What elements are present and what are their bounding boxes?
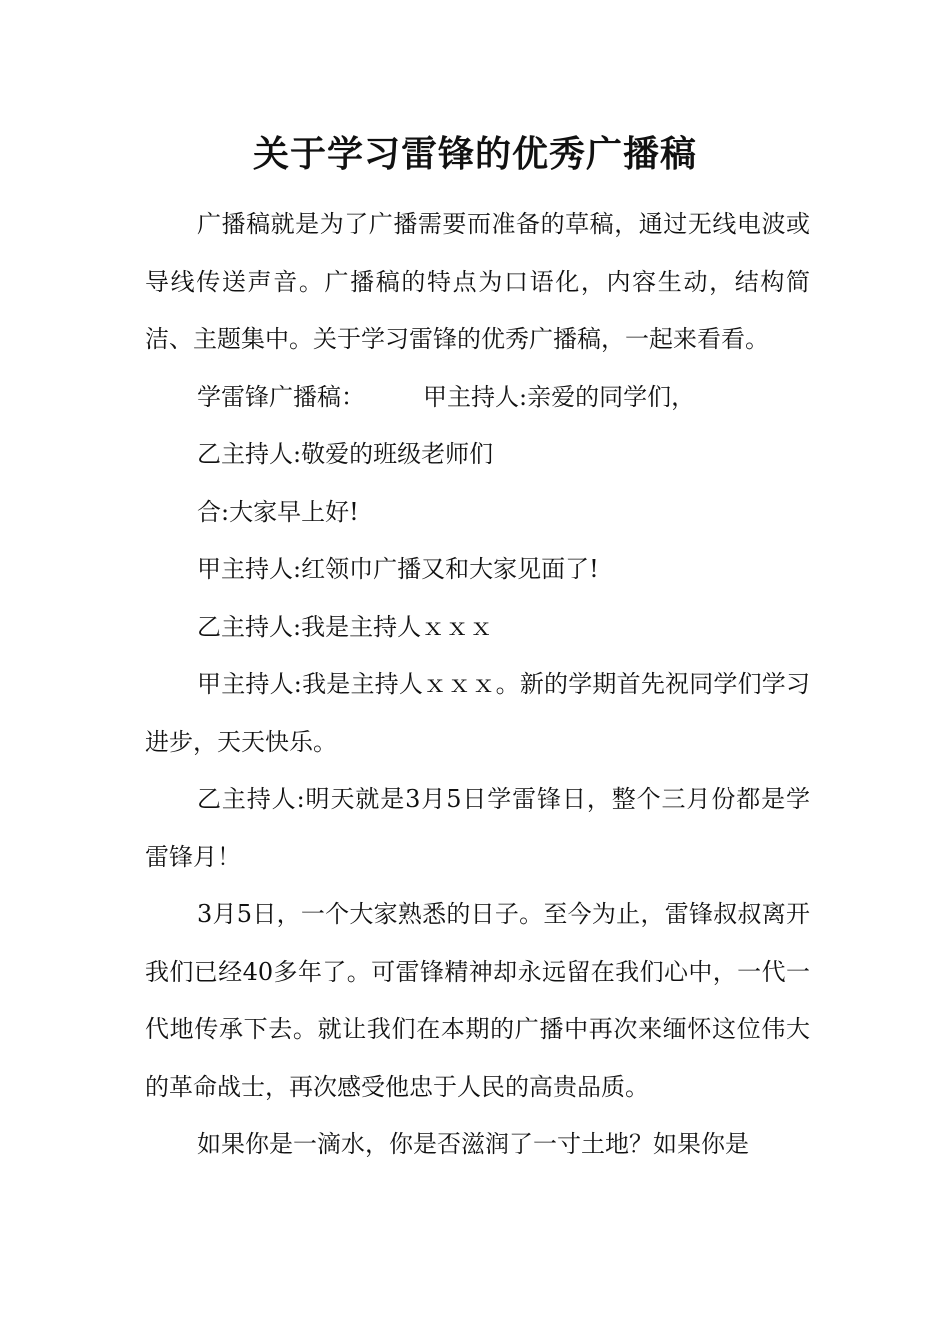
script-first-line: 甲主持人:亲爱的同学们， (423, 382, 696, 411)
paragraph-line-3: 合:大家早上好! (197, 497, 359, 526)
paragraph-line-5: 乙主持人:我是主持人ｘｘｘ (197, 612, 494, 641)
script-label: 学雷锋广播稿： (197, 382, 365, 411)
paragraph-line-7: 乙主持人:明天就是3月5日学雷锋日，整个三月份都是学雷锋月！ (145, 785, 810, 871)
paragraph-water-drop: 如果你是一滴水，你是否滋润了一寸土地？如果你是 (197, 1130, 749, 1158)
paragraph-line-6: 甲主持人:我是主持人ｘｘｘ。新的学期首先祝同学们学习进步，天天快乐。 (145, 670, 810, 756)
paragraph-march-5: 3月5日，一个大家熟悉的日子。至今为止，雷锋叔叔离开我们已经40多年了。可雷锋精神却永远留在我们心中，一代一代地传承下去。就让我们在本期的广播中再次来缅怀这位伟大的革命战士，再次感受他忠于人民的高贵品质。 (145, 900, 810, 1101)
paragraph-line-4: 甲主持人:红领巾广播又和大家见面了! (197, 555, 599, 583)
document-body (145, 196, 810, 1174)
paragraph-intro: 广播稿就是为了广播需要而准备的草稿，通过无线电波或导线传送声音。广播稿的特点为口语化，内容生动，结构简洁、主题集中。关于学习雷锋的优秀广播稿，一起来看看。 (145, 210, 810, 353)
paragraph-script-heading (145, 369, 810, 427)
document-title: 关于学习雷锋的优秀广播稿 (252, 133, 697, 175)
paragraph-line-2: 乙主持人:敬爱的班级老师们 (197, 440, 494, 468)
